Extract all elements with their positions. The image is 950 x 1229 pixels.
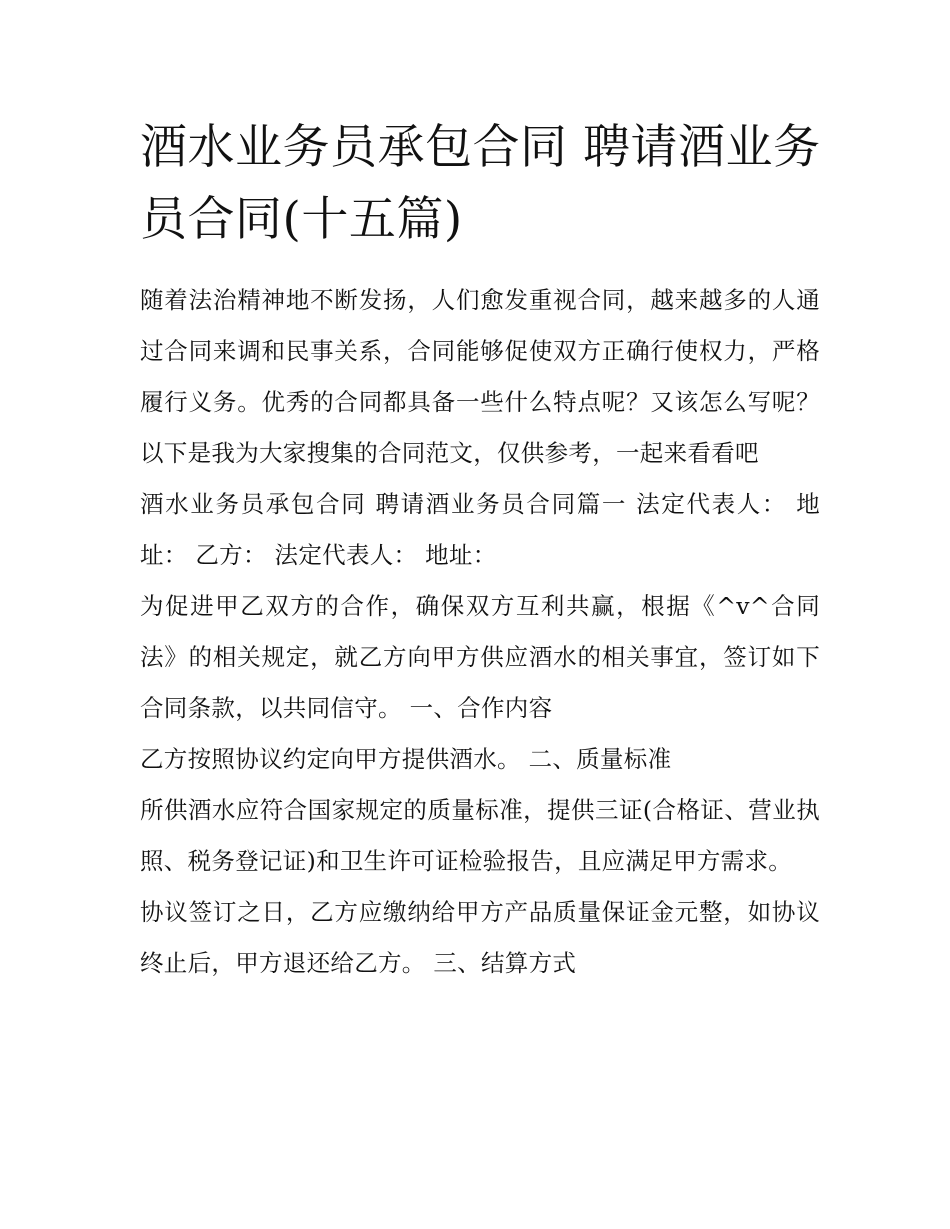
paragraph-parties: 酒水业务员承包合同 聘请酒业务员合同篇一 法定代表人： 地址： 乙方： 法定代表人： 地址：	[140, 490, 820, 569]
document-body	[140, 275, 820, 989]
paragraph-intro: 随着法治精神地不断发扬，人们愈发重视合同，越来越多的人通过合同来调和民事关系，合同能够促使双方正确行使权力，严格履行义务。优秀的合同都具备一些什么特点呢？又该怎么写呢？以下是我为大家搜集的合同范文，仅供参考，一起来看看吧	[140, 286, 820, 467]
paragraph-purpose: 为促进甲乙双方的合作，确保双方互利共赢，根据《^v^合同法》的相关规定，就乙方向甲方供应酒水的相关事宜，签订如下合同条款，以共同信守。 一、合作内容	[140, 592, 820, 722]
document-title: 酒水业务员承包合同 聘请酒业务员合同(十五篇)	[140, 120, 821, 247]
paragraph-quality: 所供酒水应符合国家规定的质量标准，提供三证(合格证、营业执照、税务登记证)和卫生许可证检验报告，且应满足甲方需求。	[140, 796, 820, 875]
paragraph-cooperation: 乙方按照协议约定向甲方提供酒水。 二、质量标准	[140, 745, 672, 773]
paragraph-deposit: 协议签订之日，乙方应缴纳给甲方产品质量保证金元整，如协议终止后，甲方退还给乙方。 三、结算方式	[140, 898, 820, 977]
